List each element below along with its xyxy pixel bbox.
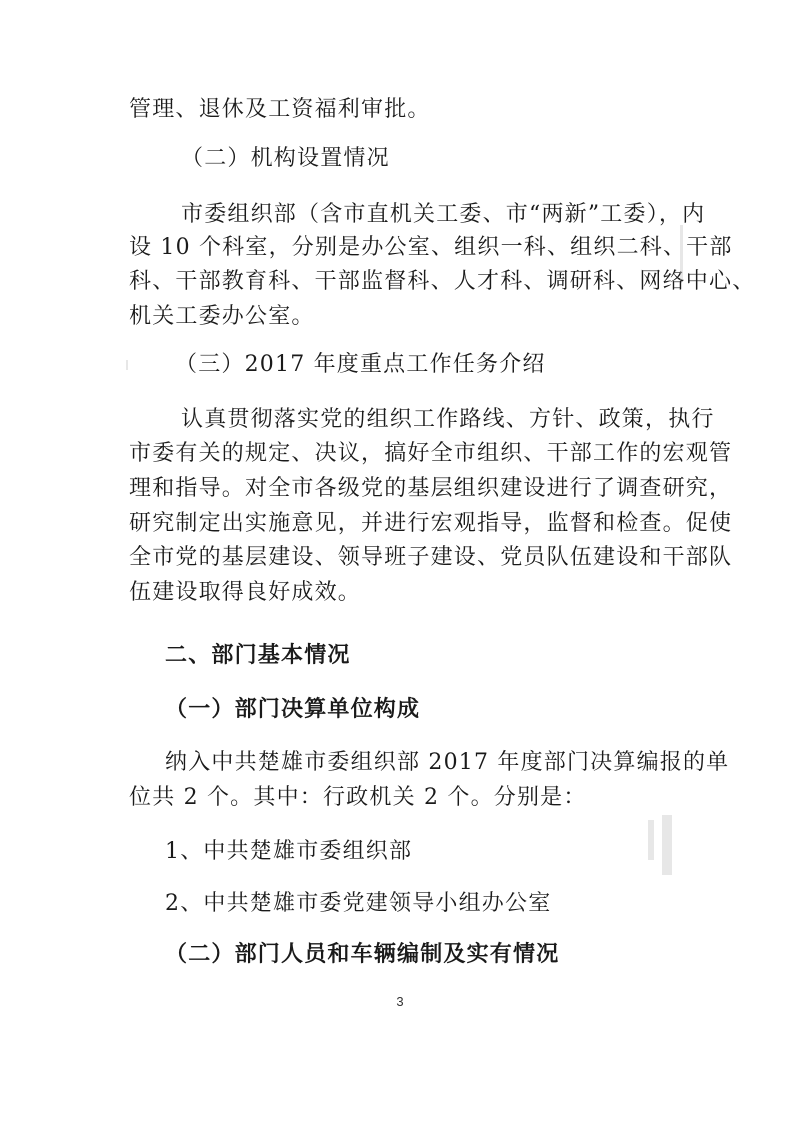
scan-speck <box>126 360 128 370</box>
paragraph-line: 设 10 个科室，分别是办公室、组织一科、组织二科、干部 <box>129 235 733 260</box>
list-item: 1、中共楚雄市委组织部 <box>165 839 413 864</box>
paragraph-line: 市委有关的规定、决议，搞好全市组织、干部工作的宏观管 <box>129 441 733 466</box>
subheading-organization: （二）机构设置情况 <box>181 146 390 171</box>
page-number: 3 <box>396 994 404 1009</box>
paragraph-line: 全市党的基层建设、领导班子建设、党员队伍建设和干部队 <box>129 545 733 570</box>
scan-artifact <box>680 225 683 280</box>
scan-artifact <box>648 820 654 860</box>
scan-artifact <box>662 815 672 875</box>
paragraph-line: 研究制定出实施意见，并进行宏观指导，监督和检查。促使 <box>129 511 733 536</box>
paragraph-line: 纳入中共楚雄市委组织部 2017 年度部门决算编报的单 <box>165 750 730 775</box>
section-heading: 二、部门基本情况 <box>165 643 351 668</box>
subheading-staff-vehicles: （二）部门人员和车辆编制及实有情况 <box>165 942 560 967</box>
paragraph-line: 市委组织部（含市直机关工委、市“两新”工委），内 <box>181 202 706 227</box>
paragraph-line: 认真贯彻落实党的组织工作路线、方针、政策，执行 <box>181 407 715 432</box>
paragraph-line: 伍建设取得良好成效。 <box>129 580 362 605</box>
subheading-units: （一）部门决算单位构成 <box>165 697 421 722</box>
paragraph-line: 机关工委办公室。 <box>129 304 315 329</box>
paragraph-line: 科、干部教育科、干部监督科、人才科、调研科、网络中心、 <box>129 269 756 294</box>
subheading-key-tasks: （三）2017 年度重点工作任务介绍 <box>175 352 546 377</box>
paragraph-line: 管理、退休及工资福利审批。 <box>129 97 431 122</box>
paragraph-line: 理和指导。对全市各级党的基层组织建设进行了调查研究， <box>129 476 733 501</box>
paragraph-line: 位共 2 个。其中：行政机关 2 个。分别是： <box>129 785 587 810</box>
list-item: 2、中共楚雄市委党建领导小组办公室 <box>165 891 552 916</box>
